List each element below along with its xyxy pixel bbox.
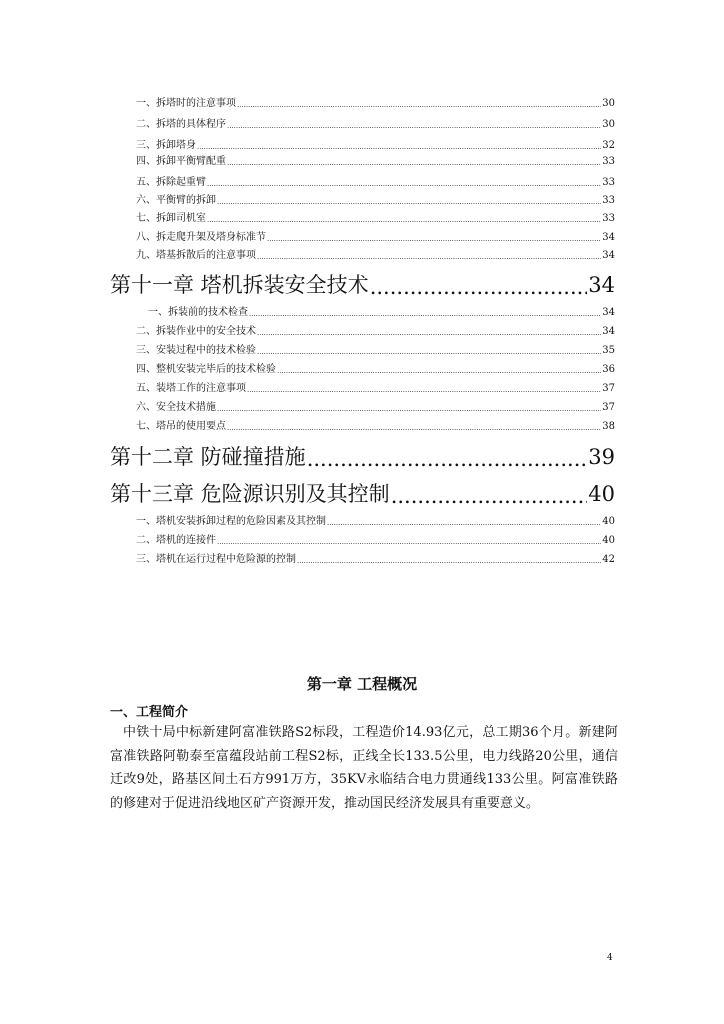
toc-entry[interactable] [136, 118, 615, 132]
toc-entry-label: 二、拆塔的具体程序 [136, 119, 226, 130]
toc-entry-label: 五、装塔工作的注意事项 [136, 383, 246, 394]
toc-leader-dots [297, 555, 601, 567]
toc-entry-label: 七、拆卸司机室 [136, 213, 206, 224]
toc-entry-page: 42 [602, 554, 615, 565]
toc-entry-page: 34 [602, 232, 615, 243]
toc-leader-dots [249, 308, 601, 320]
toc-entry[interactable] [136, 515, 615, 529]
toc-entry-label: 第十二章 防碰撞措施 [110, 445, 306, 469]
page-number: 4 [607, 953, 613, 963]
toc-leader-dots [237, 99, 601, 111]
toc-entry-page: 37 [602, 402, 615, 413]
toc-entry-label: 三、安装过程中的技术检验 [136, 345, 256, 356]
toc-leader-dots [307, 447, 588, 471]
toc-entry-page: 34 [602, 326, 615, 337]
toc-leader-dots [267, 233, 601, 245]
toc-entry[interactable] [136, 420, 615, 434]
toc-entry[interactable] [136, 363, 615, 377]
toc-entry-page: 33 [602, 156, 615, 167]
toc-leader-dots [227, 422, 601, 434]
toc-entry-label: 九、塔基拆散后的注意事项 [136, 250, 256, 261]
toc-entry-page: 34 [602, 307, 615, 318]
toc-entry-label: 一、拆塔时的注意事项 [136, 98, 236, 109]
toc-entry-label: 四、拆卸平衡臂配重 [136, 156, 226, 167]
toc-leader-dots [227, 120, 601, 132]
toc-leader-dots [207, 178, 601, 190]
section-title: 一、工程简介 [110, 705, 189, 720]
toc-entry-label: 第十三章 危险源识别及其控制 [110, 482, 390, 506]
toc-leader-dots [217, 536, 601, 548]
toc-entry-label: 三、塔机在运行过程中危险源的控制 [136, 554, 296, 565]
toc-entry-page: 40 [588, 482, 615, 506]
toc-leader-dots [391, 484, 588, 508]
toc-entry-page: 36 [602, 364, 615, 375]
toc-chapter-entry[interactable] [110, 271, 615, 299]
body-paragraph: 中铁十局中标新建阿富准铁路S2标段，工程造价14.93亿元，总工期36个月。新建阿富准铁路阿勒泰至富蕴段站前工程S2标，正线全长133.5公里，电力线路20公里，通信迁改9处，路基区间土石方991万方，35KV永临结合电力贯通线133公里。阿富准铁路的修建对于促进沿线地区矿产资源开发，推动国民经济发展具有重要意义。 [110, 725, 618, 811]
toc-entry[interactable] [136, 231, 615, 245]
toc-entry[interactable] [148, 306, 615, 320]
toc-entry-page: 40 [602, 535, 615, 546]
toc-chapter-entry[interactable] [110, 443, 615, 471]
toc-entry-label: 四、整机安装完毕后的技术检验 [136, 364, 276, 375]
toc-entry-label: 六、安全技术措施 [136, 402, 216, 413]
toc-leader-dots [227, 157, 601, 169]
toc-leader-dots [370, 275, 588, 299]
toc-entry[interactable] [136, 155, 615, 169]
toc-leader-dots [257, 327, 601, 339]
toc-leader-dots [257, 346, 601, 358]
toc-entry-page: 39 [588, 445, 615, 469]
chapter-title: 第一章 工程概况 [306, 675, 418, 693]
toc-entry-page: 30 [602, 119, 615, 130]
toc-entry[interactable] [136, 534, 615, 548]
toc-entry[interactable] [136, 212, 615, 226]
toc-leader-dots [257, 251, 601, 263]
toc-entry-label: 二、拆装作业中的安全技术 [136, 326, 256, 337]
toc-entry-page: 38 [602, 421, 615, 432]
toc-chapter-entry[interactable] [110, 480, 615, 508]
toc-entry-page: 32 [602, 140, 615, 151]
toc-entry-label: 一、拆装前的技术检查 [148, 307, 248, 318]
toc-leader-dots [217, 196, 601, 208]
toc-entry-page: 34 [588, 273, 615, 297]
toc-leader-dots [277, 365, 601, 377]
toc-entry-label: 六、平衡臂的拆卸 [136, 195, 216, 206]
toc-entry-page: 30 [602, 98, 615, 109]
toc-entry-label: 五、拆除起重臂 [136, 177, 206, 188]
toc-entry-page: 40 [602, 516, 615, 527]
toc-entry-label: 七、塔吊的使用要点 [136, 421, 226, 432]
toc-entry[interactable] [136, 194, 615, 208]
toc-entry[interactable] [136, 97, 615, 111]
toc-entry[interactable] [136, 401, 615, 415]
toc-leader-dots [207, 214, 601, 226]
toc-entry[interactable] [136, 249, 615, 263]
toc-entry-page: 33 [602, 213, 615, 224]
toc-leader-dots [247, 384, 601, 396]
toc-entry-page: 33 [602, 195, 615, 206]
toc-entry-page: 33 [602, 177, 615, 188]
toc-leader-dots [327, 517, 601, 529]
toc-entry-page: 34 [602, 250, 615, 261]
toc-leader-dots [217, 403, 601, 415]
toc-entry-page: 37 [602, 383, 615, 394]
toc-entry[interactable] [136, 344, 615, 358]
toc-entry-label: 二、塔机的连接件 [136, 535, 216, 546]
toc-entry-label: 第十一章 塔机拆装安全技术 [110, 273, 369, 297]
toc-entry-label: 八、拆走爬升架及塔身标准节 [136, 232, 266, 243]
toc-entry-page: 35 [602, 345, 615, 356]
toc-entry[interactable] [136, 176, 615, 190]
toc-entry[interactable] [136, 139, 615, 153]
toc-entry[interactable] [136, 382, 615, 396]
toc-leader-dots [197, 141, 601, 153]
toc-entry-label: 三、拆卸塔身 [136, 140, 196, 151]
toc-entry[interactable] [136, 325, 615, 339]
toc-entry[interactable] [136, 553, 615, 567]
toc-entry-label: 一、塔机安装拆卸过程的危险因素及其控制 [136, 516, 326, 527]
